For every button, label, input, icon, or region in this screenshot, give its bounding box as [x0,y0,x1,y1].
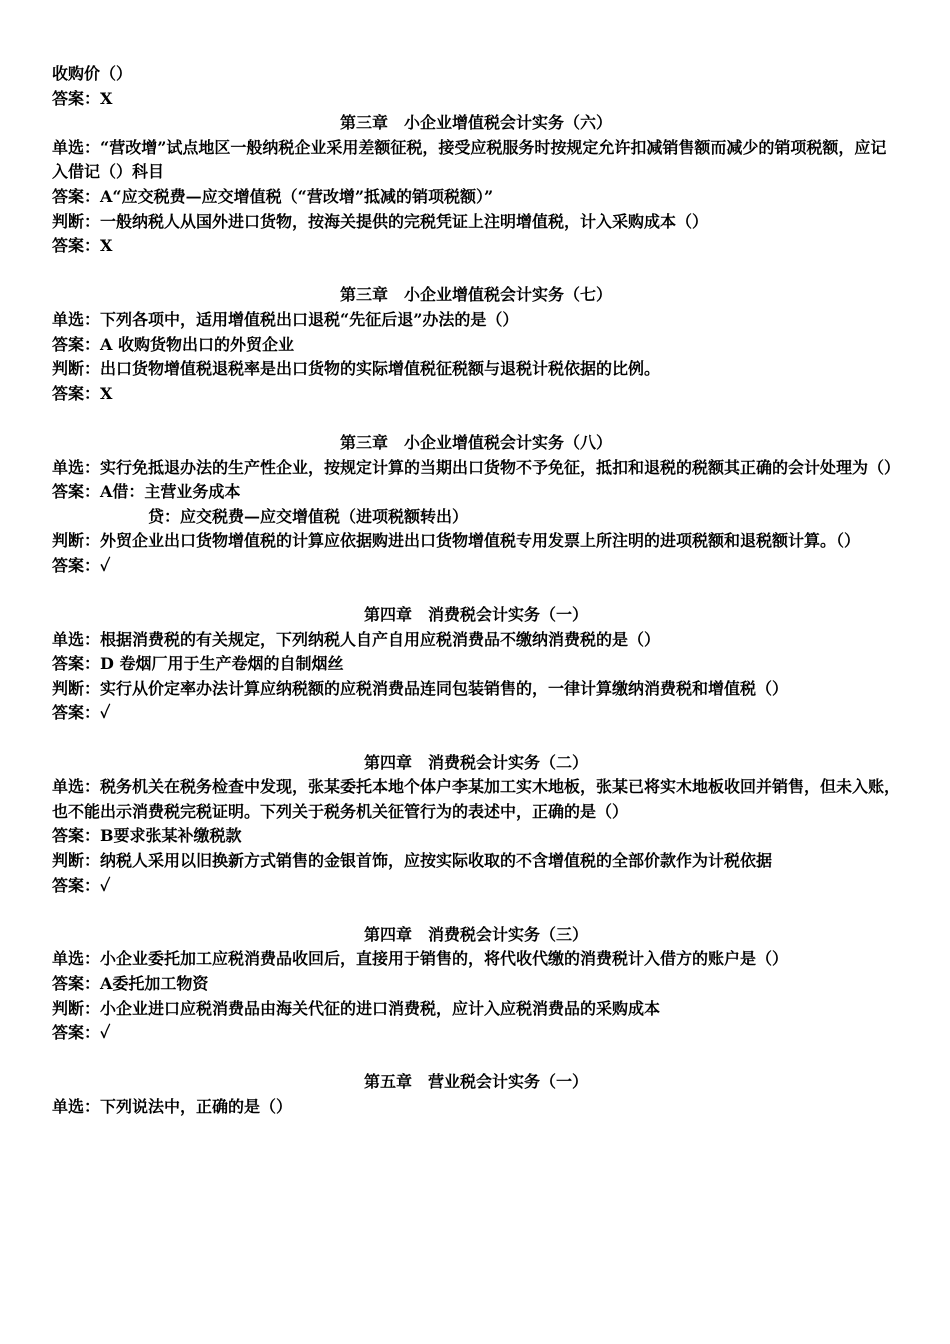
answer-line: 答案：A借：主营业务成本 [52,482,241,502]
answer-line: 答案：X [52,88,113,108]
section-heading: 第四章 消费税会计实务（三） [363,924,588,944]
question-line: 单选：“营改增”试点地区一般纳税企业采用差额征税，接受应税服务时按规定允许扣减销售额而减少的销项税额，应记入借记（）科目 [52,137,887,182]
answer-line: 答案：B要求张某补缴税款 [52,826,242,846]
section-gap [52,259,900,284]
section-heading: 第三章 小企业增值税会计实务（六） [339,113,612,133]
question-line: 判断：外贸企业出口货物增值税的计算应依据购进出口货物增值税专用发票上所注明的进项税额和退税额计算。（） [52,531,861,551]
section-heading: 第五章 营业税会计实务（一） [363,1072,588,1092]
section-gap [52,1046,900,1071]
section-gap [52,578,900,603]
question-line: 判断：小企业进口应税消费品由海关代征的进口消费税，应计入应税消费品的采购成本 [52,998,661,1018]
question-line: 判断：实行从价定率办法计算应纳税额的应税消费品连同包装销售的，一律计算缴纳消费税和增值税（） [52,678,789,698]
section-gap [52,898,900,923]
section-gap [52,406,900,431]
question-line: 判断：纳税人采用以旧换新方式销售的金银首饰，应按实际收取的不含增值税的全部价款作为计税依据 [52,851,773,870]
question-line: 单选：小企业委托加工应税消费品收回后，直接用于销售的，将代收代缴的消费税计入借方的账户是（） [52,949,789,969]
question-line: 判断：出口货物增值税退税率是出口货物的实际增值税征税额与退税计税依据的比例。 [52,359,661,379]
answer-line: 答案：✓ [52,555,111,575]
question-line: 单选：下列说法中，正确的是（） [52,1096,293,1116]
document-body [52,62,900,1120]
answer-line: 答案：✓ [52,703,111,723]
answer-line: 答案：A 收购货物出口的外贸企业 [52,334,294,354]
answer-line: 答案：A委托加工物资 [52,973,209,993]
answer-line: 答案：✓ [52,1023,111,1043]
answer-line: 答案：✓ [52,875,111,895]
question-line: 单选：实行免抵退办法的生产性企业，按规定计算的当期出口货物不予免征，抵扣和退税的税额其正确的会计处理为（） [52,457,901,477]
question-line: 单选：根据消费税的有关规定，下列纳税人自产自用应税消费品不缴纳消费税的是（） [52,629,661,649]
answer-line: 答案：A“应交税费—应交增值税（“营改增”抵减的销项税额）” [52,186,494,206]
doc-line: 收购价（） [52,64,133,83]
question-line: 单选：下列各项中，适用增值税出口退税“先征后退”办法的是（） [52,309,519,329]
section-heading: 第四章 消费税会计实务（二） [363,752,588,772]
section-heading: 第三章 小企业增值税会计实务（七） [339,285,612,305]
question-line: 判断：一般纳税人从国外进口货物，按海关提供的完税凭证上注明增值税，计入采购成本（） [52,211,709,231]
section-gap [52,726,900,751]
answer-line: 答案：X [52,236,113,256]
section-heading: 第三章 小企业增值税会计实务（八） [339,432,612,452]
answer-line: 答案：D 卷烟厂用于生产卷烟的自制烟丝 [52,654,344,674]
question-line: 单选：税务机关在税务检查中发现，张某委托本地个体户李某加工实木地板，张某已将实木地板收回并销售，但未入账，也不能出示消费税完税证明。下列关于税务机关征管行为的表述中，正确的是（） [52,777,901,821]
section-heading: 第四章 消费税会计实务（一） [363,605,588,625]
answer-line: 答案：X [52,383,113,403]
answer-credit-line: 贷：应交税费—应交增值税（进项税额转出） [148,506,469,526]
